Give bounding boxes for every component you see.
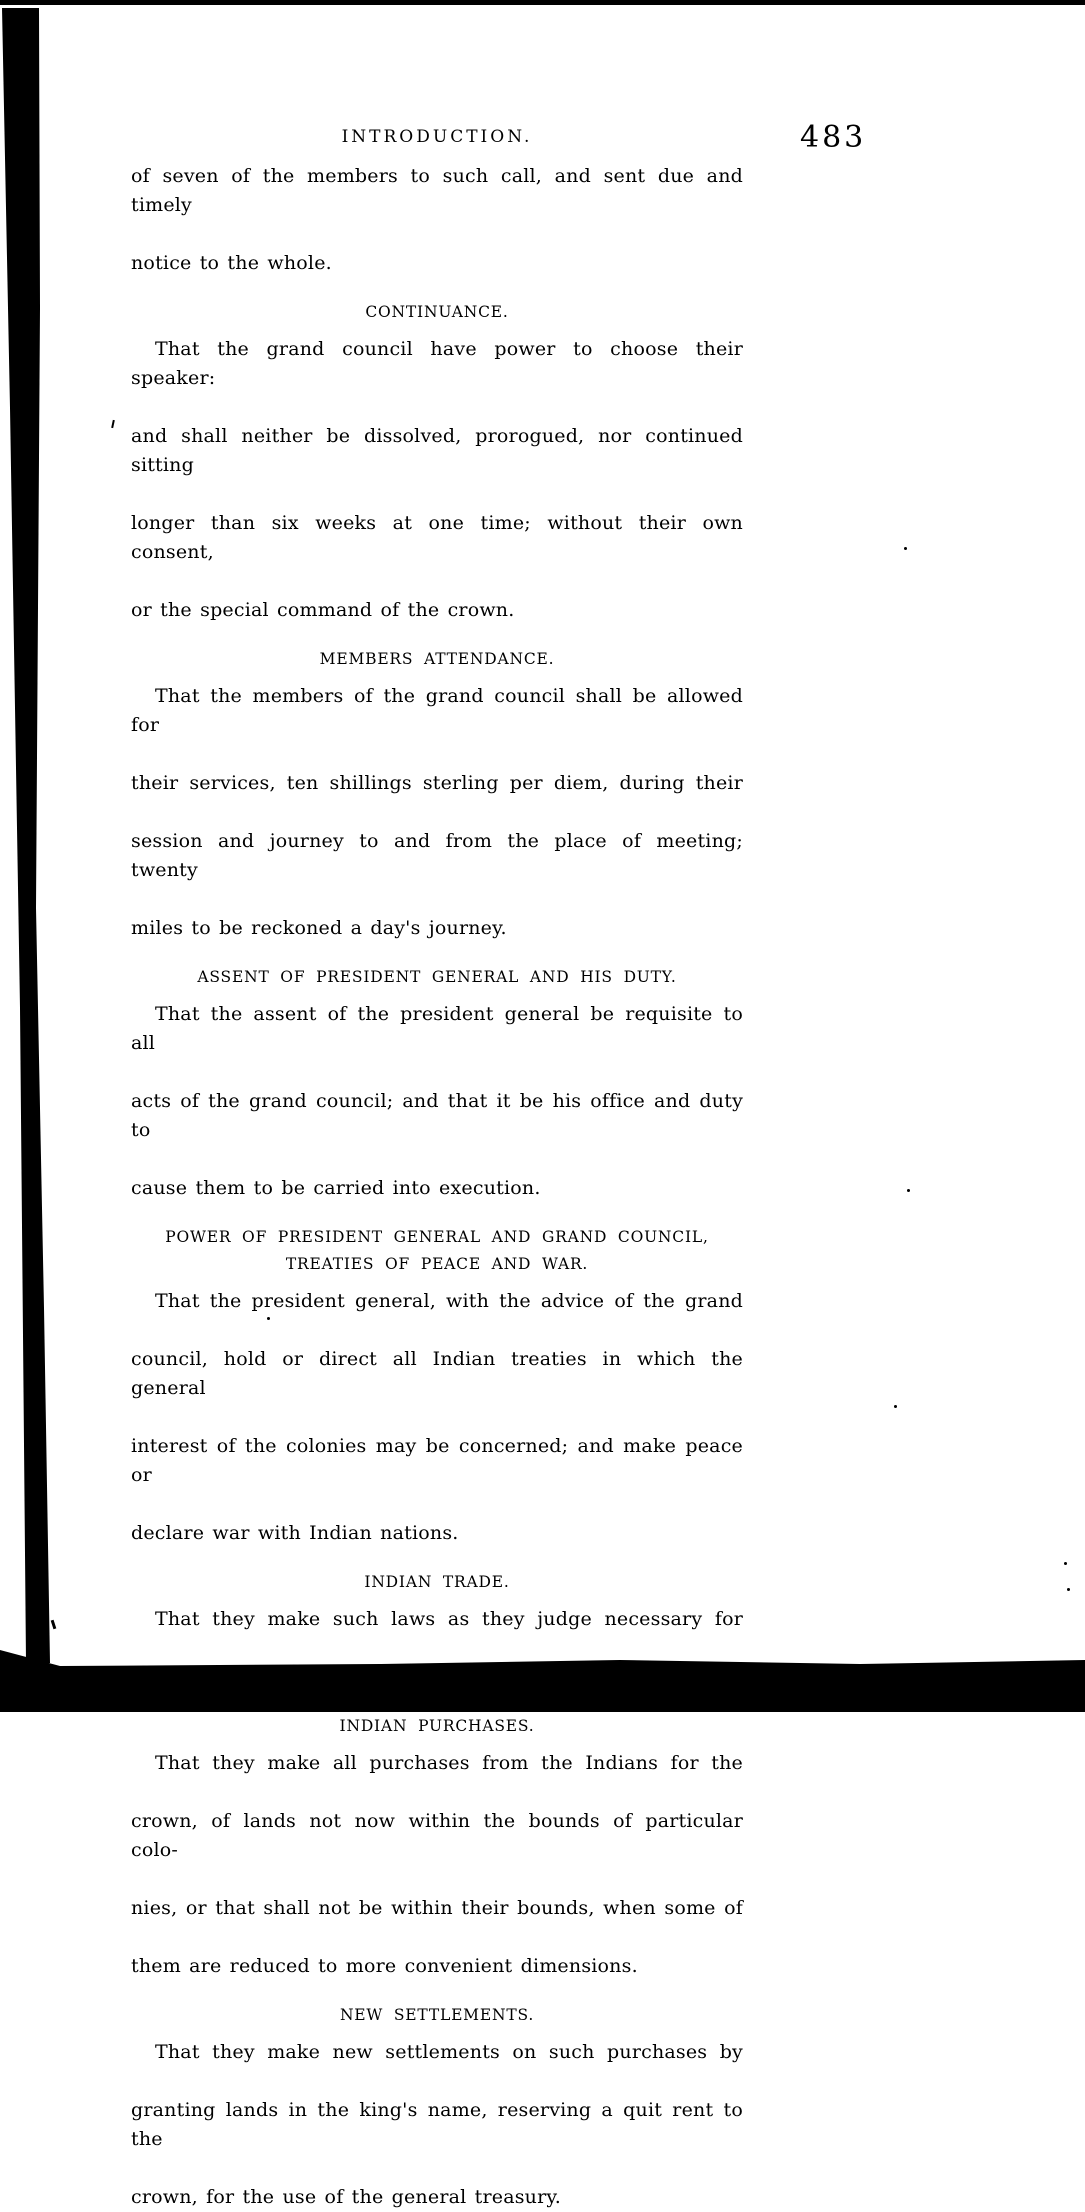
- margin-mark: [51, 1620, 57, 1629]
- paragraph-line: regulating all Indian trade.: [131, 1666, 404, 1688]
- paragraph-line: cause them to be carried into execution.: [131, 1177, 541, 1199]
- paragraph-line: nies, or that shall not be within their bounds, when some of: [131, 1897, 743, 1919]
- paragraph-line: their services, ten shillings sterling per diem, during their: [131, 772, 743, 794]
- ink-speck: [1064, 1562, 1067, 1565]
- paragraph-line: That the president general, with the advice of the grand: [155, 1290, 743, 1312]
- paragraph-line: That the assent of the president general be requisite to all: [131, 1003, 743, 1054]
- paragraph-line: granting lands in the king's name, reserving a quit rent to the: [131, 2099, 743, 2150]
- paragraph-line: That they make all purchases from the Indians for the: [155, 1752, 743, 1774]
- body-text: [131, 126, 743, 2212]
- section-heading: [131, 2002, 743, 2029]
- running-header: INTRODUCTION.: [341, 127, 533, 147]
- section-heading: [131, 646, 743, 673]
- section-heading-line: INDIAN PURCHASES.: [339, 1717, 535, 1735]
- section-heading-line: POWER OF PRESIDENT GENERAL AND GRAND COUNCIL,: [165, 1228, 709, 1246]
- ink-speck: [894, 1405, 897, 1408]
- section-heading-line: CONTINUANCE.: [365, 303, 509, 321]
- section-heading-line: INDIAN TRADE.: [364, 1573, 510, 1591]
- paragraph-line: That they make new settlements on such purchases by: [155, 2041, 743, 2063]
- paragraph-line: That the grand council have power to choose their speaker:: [131, 338, 743, 389]
- ink-speck: [904, 547, 907, 550]
- section-heading: [131, 1713, 743, 1740]
- paragraph-line: or the special command of the crown.: [131, 599, 515, 621]
- paragraph-line: of seven of the members to such call, and sent due and timely: [131, 165, 743, 216]
- margin-mark: [111, 420, 115, 428]
- page-number: 483: [800, 120, 867, 155]
- section-heading: [131, 1224, 743, 1278]
- section-heading: [131, 1569, 743, 1596]
- paragraph-line: That the members of the grand council shall be allowed for: [131, 685, 743, 736]
- paragraph-line: council, hold or direct all Indian treaties in which the general: [131, 1348, 743, 1399]
- paragraph-line: miles to be reckoned a day's journey.: [131, 917, 507, 939]
- paragraph-line: notice to the whole.: [131, 252, 332, 274]
- paragraph-line: acts of the grand council; and that it be his office and duty to: [131, 1090, 743, 1141]
- section-heading-line: MEMBERS ATTENDANCE.: [319, 650, 555, 668]
- section-heading-line: TREATIES OF PEACE AND WAR.: [285, 1255, 589, 1273]
- section-heading-line: ASSENT OF PRESIDENT GENERAL AND HIS DUTY.: [197, 968, 677, 986]
- paragraph-line: interest of the colonies may be concerned; and make peace or: [131, 1435, 743, 1486]
- paragraph-line: session and journey to and from the place of meeting; twenty: [131, 830, 743, 881]
- paragraph-line: crown, for the use of the general treasury.: [131, 2186, 562, 2208]
- section-heading-line: NEW SETTLEMENTS.: [339, 2006, 535, 2024]
- ink-speck: [1067, 1588, 1070, 1591]
- left-gutter-bar: [0, 8, 60, 1663]
- ink-speck: [907, 1189, 910, 1192]
- section-heading: [131, 299, 743, 326]
- paragraph-line: and shall neither be dissolved, prorogued, nor continued sitting: [131, 425, 743, 476]
- paragraph-line: them are reduced to more convenient dimensions.: [131, 1955, 638, 1977]
- paragraph-line: declare war with Indian nations.: [131, 1522, 459, 1544]
- paragraph-line: longer than six weeks at one time; without their own consent,: [131, 512, 743, 563]
- paragraph-line: crown, of lands not now within the bounds of particular colo-: [131, 1810, 743, 1861]
- top-edge-bar: [0, 0, 1085, 5]
- section-heading: [131, 964, 743, 991]
- paragraph-line: That they make such laws as they judge necessary for: [155, 1608, 743, 1630]
